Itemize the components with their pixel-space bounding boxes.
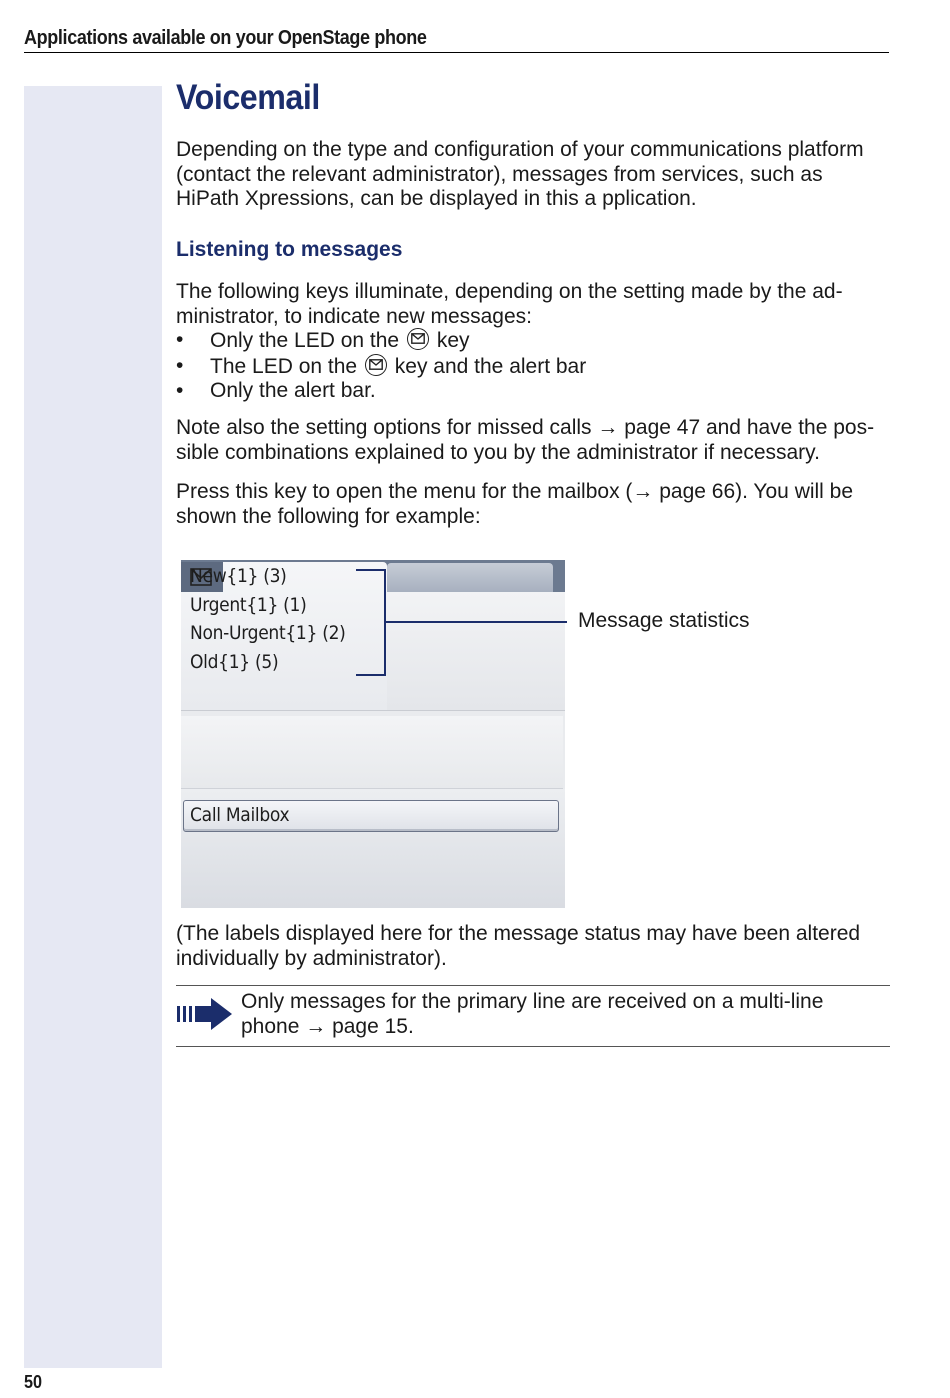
screen-divider bbox=[181, 710, 565, 711]
envelope-key-icon bbox=[407, 328, 429, 350]
note-rule-top bbox=[176, 985, 890, 986]
header-rule bbox=[24, 52, 889, 53]
list-item: • The LED on the key and the alert bar bbox=[176, 354, 891, 380]
keys-intro-paragraph: The following keys illuminate, depending on the setting made by the ad-ministrator, to indicate new messages: bbox=[176, 280, 843, 328]
list-item: • Only the LED on the key bbox=[176, 328, 891, 354]
page-number: 50 bbox=[24, 1372, 43, 1392]
call-mailbox-button[interactable] bbox=[183, 800, 559, 832]
message-statistics-label: Message statistics bbox=[578, 609, 750, 632]
indicator-list bbox=[176, 328, 891, 404]
header-title: Applications available on your OpenStage phone bbox=[24, 27, 427, 49]
call-mailbox-label: Call Mailbox bbox=[190, 804, 290, 826]
list-item: • Only the alert bar. bbox=[176, 379, 891, 404]
missed-calls-paragraph: Note also the setting options for missed calls → page 47 and have the pos-sible combinations explained to you by the administrator if necessary. bbox=[176, 416, 875, 464]
labels-note-paragraph: (The labels displayed here for the message status may have been altered individually by administrator). bbox=[176, 922, 861, 970]
left-margin-bar bbox=[24, 86, 162, 1368]
note-arrow-icon bbox=[177, 996, 233, 1032]
intro-paragraph: Depending on the type and configuration of your communications platform (contact the relevant administrator), messages from services, such as HiPath Xpressions, can be displayed in this a pplication. bbox=[176, 138, 864, 210]
stat-non-urgent[interactable]: Non-Urgent{1} (2) bbox=[190, 622, 346, 644]
subheading-listening: Listening to messages bbox=[176, 238, 403, 261]
stat-old[interactable]: Old{1} (5) bbox=[190, 651, 279, 673]
note-rule-bottom bbox=[176, 1046, 890, 1047]
section-title: Voicemail bbox=[176, 78, 320, 117]
stat-urgent[interactable]: Urgent{1} (1) bbox=[190, 594, 307, 616]
screen-middle-area bbox=[181, 716, 563, 788]
primary-line-note: Only messages for the primary line are received on a multi-line phone → page 15. bbox=[241, 990, 824, 1038]
stats-bracket bbox=[356, 569, 568, 679]
press-key-paragraph: Press this key to open the menu for the mailbox (→ page 66). You will be shown the following for example: bbox=[176, 480, 854, 528]
stat-new[interactable]: New{1} (3) bbox=[190, 565, 287, 587]
envelope-key-icon bbox=[365, 354, 387, 376]
